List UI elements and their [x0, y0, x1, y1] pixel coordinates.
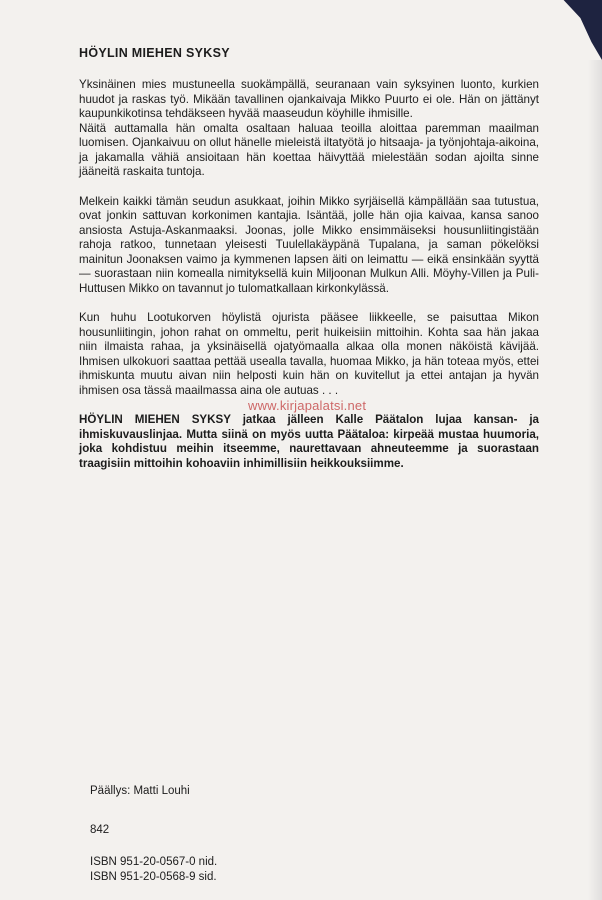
blurb-paragraph-3: Kun huhu Lootukorven höylistä ojurista pääsee liikkeelle, se paisuttaa Mikon housunliitingin, johon rahat on ommeltu, perit huikeisiin mittoihin. Kohta saa hän jakaa niin ilmaista rahaa, ja yksinäisellä ojatyömaalla alkaa olla monen näköistä kävijää. Ihmisen ulkokuori saattaa pettää usealla tavalla, huomaa Mikko, ja hän toteaa myös, ettei ihmiskunta muutu aivan niin helposti kuin hän on kuvitellut ja ettei antajan ja hyvän ihmisen osa tässä maailmassa aina ole autuas . . . — [79, 311, 539, 397]
worn-corner — [554, 0, 602, 60]
watermark: www.kirjapalatsi.net — [248, 398, 367, 413]
book-title: HÖYLIN MIEHEN SYKSY — [79, 46, 230, 60]
blurb-paragraph-4: HÖYLIN MIEHEN SYKSY jatkaa jälleen Kalle Päätalon lujaa kansan- ja ihmiskuvauslinjaa. Mutta siinä on myös uutta Päätaloa: kirpeää mustaa huumoria, joka kohdistuu meihin itseemme, naurettavaan ahneuteemme ja suorastaan traagisiin mittoihin kohoaviin inhimillisiin heikkouksiimme. — [79, 413, 539, 470]
edge-wear — [588, 60, 602, 900]
isbn-sid: ISBN 951-20-0568-9 sid. — [90, 871, 217, 883]
blurb — [79, 46, 539, 486]
isbn-nid: ISBN 951-20-0567-0 nid. — [90, 856, 218, 868]
blurb-paragraph-2: Melkein kaikki tämän seudun asukkaat, joihin Mikko syrjäisellä kämpällään saa tutustua, ovat jonkin sattuvan korkonimen kantajia. Isäntää, jolle hän ojia kaivaa, kansa sanoo ansiosta Astuja-Askanmaaksi. Joonas, jolle Mikko ensimmäiseksi housunliitingistään rahoja ratkoo, tunnetaan yleisesti Tuulellakäypänä Tupalana, ja saman pökelöksi mainitun Joonaksen vaimo ja kymmenen lapsen äiti on leimattu — eikä ensinkään syyttä — suorastaan niin komealla nimityksellä kuin Miljoonan Mulkun Alli. Möyhy-Villen ja Puli-Huttusen Mikko on tavannut jo tulomatkallaan kirkonkylässä. — [79, 194, 539, 295]
blurb-paragraph-1: Yksinäinen mies mustuneella suokämpällä, seuranaan vain syksyinen luonto, kurkien huudot ja raskas työ. Mikään tavallinen ojankaivaja Mikko Puurto ei ole. Hän on jättänyt kaupunkikotinsa tehdäkseen hyvää maaseudun köyhille ihmisille. Näitä auttamalla hän omalta osaltaan haluaa teoilla aloittaa paremman maailman luomisen. Ojankaivuu on ollut hänelle mieleistä iltatyötä jo hitsaaja- ja työnjohtaja-aikoina, ja jakamalla vähiä ansioitaan hän koettaa häivyttää mielestään sodan ajoilta sinne jääneitä raskaita tuntoja. — [79, 78, 539, 178]
product-code: 842 — [90, 824, 110, 836]
cover-credit: Päällys: Matti Louhi — [90, 785, 190, 797]
